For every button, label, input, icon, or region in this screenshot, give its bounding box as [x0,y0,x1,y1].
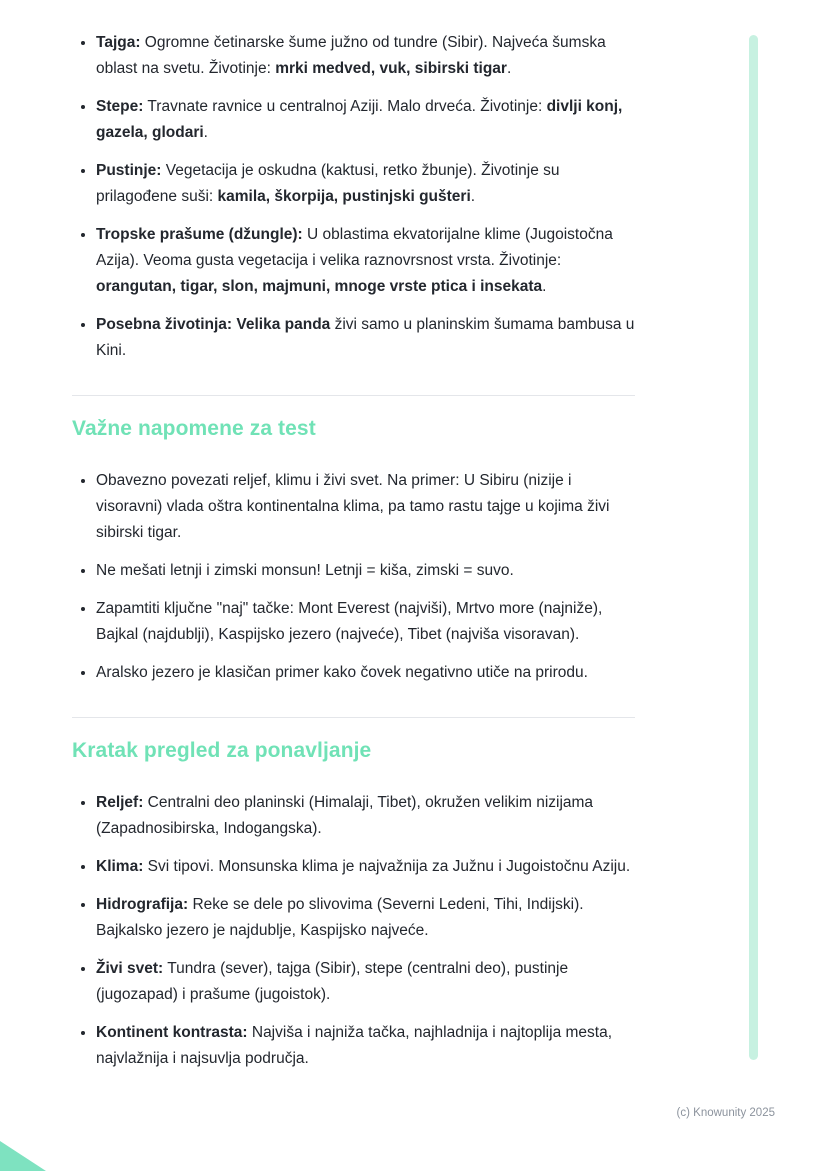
bold-text: Hidrografija: [96,896,189,913]
bold-text: Tajga: [96,34,141,51]
list-item [96,30,635,82]
corner-decoration [0,1141,46,1171]
text: Ne mešati letnji i zimski monsun! Letnji = kiša, zimski = suvo. [96,562,514,579]
section-divider [72,717,635,718]
list-item [96,312,635,364]
text: . [542,278,547,295]
text: Reke se dele po slivovima (Severni Ledeni, Tihi, Indijski). Bajkalsko jezero je najdublje, Kaspijsko najveće. [96,896,584,939]
bold-text: orangutan, tigar, slon, majmuni, mnoge vrste ptica i insekata [96,278,543,295]
text: Travnate ravnice u centralnoj Aziji. Malo drveća. Životinje: [143,98,547,115]
list-item [96,94,635,146]
section-heading: Kratak pregled za ponavljanje [72,739,372,762]
text: . [203,124,208,141]
text: U oblastima ekvatorijalne klime (Jugoistočna Azija). Veoma gusta vegetacija i velika raznovrsnost vrsta. Životinje: [96,226,613,269]
text: Ogromne četinarske šume južno od tundre (Sibir). Najveća šumska oblast na svetu. Životinje: [96,34,606,77]
document-content [72,30,635,1072]
bold-text: Tropske prašume (džungle): [96,226,303,243]
list-item [96,956,635,1008]
list-item [96,468,635,546]
bold-text: kamila, škorpija, pustinjski gušteri [217,188,471,205]
bold-text: Stepe: [96,98,144,115]
section-heading: Važne napomene za test [72,417,316,440]
section [72,739,635,1072]
section [72,30,635,364]
list-item [96,596,635,648]
bold-text: Kontinent kontrasta: [96,1024,248,1041]
list-item [96,558,635,584]
bold-text: Klima: [96,858,144,875]
footer-credit: (c) Knowunity 2025 [676,1107,775,1119]
text: Vegetacija je oskudna (kaktusi, retko žbunje). Životinje su prilagođene suši: [96,162,560,205]
bold-text: mrki medved, vuk, sibirski tigar [275,60,507,77]
bold-text: Reljef: [96,794,144,811]
bold-text: Pustinje: [96,162,162,179]
list-item [96,892,635,944]
text: Centralni deo planinski (Himalaji, Tibet), okružen velikim nizijama (Zapadnosibirska, Indogangska). [96,794,594,837]
list-item [96,1020,635,1072]
list-item [96,790,635,842]
text: . [506,60,512,77]
bold-text: Posebna životinja: Velika panda [96,316,331,333]
text: živi samo u planinskim šumama bambusa u Kini. [96,316,635,359]
text: Tundra (sever), tajga (Sibir), stepe (centralni deo), pustinje (jugozapad) i prašume (jugoistok). [96,960,569,1003]
bullet-list [72,468,635,686]
page-accent-bar [749,35,758,1060]
section [72,417,635,686]
text: Obavezno povezati reljef, klimu i živi svet. Na primer: U Sibiru (nizije i visoravni) vlada oštra kontinentalna klima, pa tamo rastu tajge u kojima živi sibirski tigar. [96,472,610,541]
bold-text: divlji konj, gazela, glodari [96,98,623,141]
section-divider [72,395,635,396]
text: . [470,188,476,205]
list-item [96,854,635,880]
list-item [96,222,635,300]
text: Svi tipovi. Monsunska klima je najvažnija za Južnu i Jugoistočnu Aziju. [143,858,631,875]
text: Najviša i najniža tačka, najhladnija i najtoplija mesta, najvlažnija i najsuvlja područja. [96,1024,613,1067]
sections [72,30,635,1072]
text: Zapamtiti ključne "naj" tačke: Mont Everest (najviši), Mrtvo more (najniže), Bajkal (najdublji), Kaspijsko jezero (najveće), Tibet (najviša visoravan). [96,600,603,643]
list-item [96,158,635,210]
bullet-list [72,30,635,364]
bold-text: Živi svet: [96,960,164,977]
text: Aralsko jezero je klasičan primer kako čovek negativno utiče na prirodu. [96,664,588,681]
list-item [96,660,635,686]
bullet-list [72,790,635,1072]
